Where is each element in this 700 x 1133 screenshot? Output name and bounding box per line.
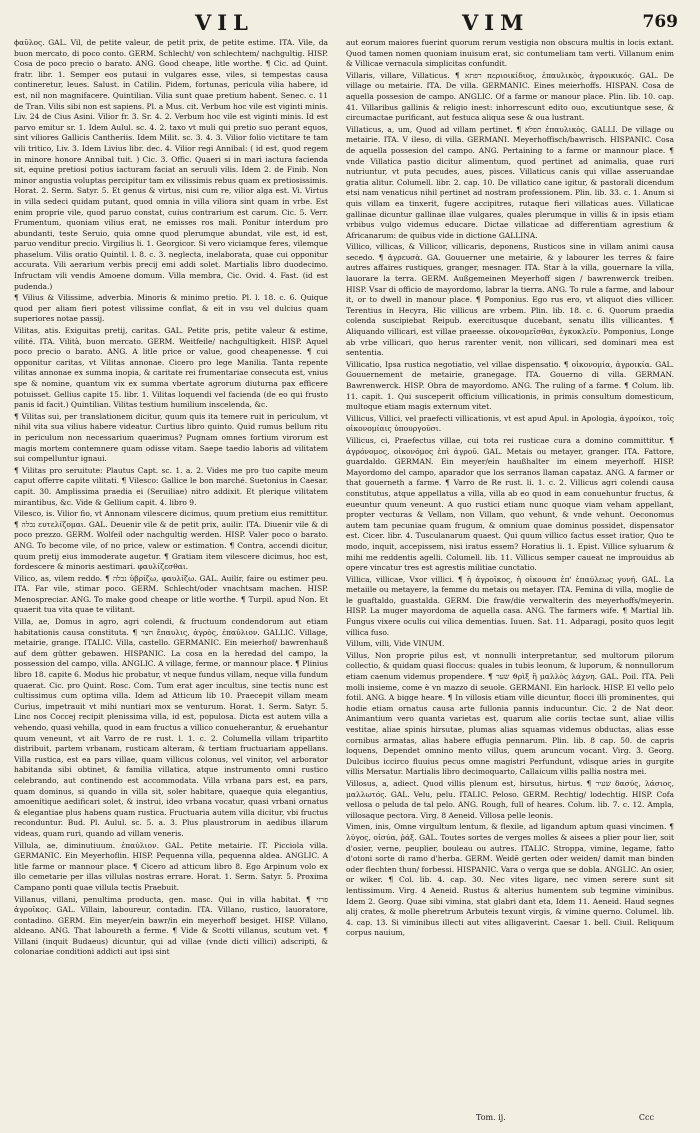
header-right-word: VIM [462,10,530,35]
signature-mark: Ccc [638,1113,654,1122]
page-footer [346,1113,674,1127]
right-column [346,38,674,1118]
entry-paragraph: Villaticus, a, um, Quod ad villam pertinet. ¶ תפלא ἐπαυλικὸς. GALLI. De village ou metairie. ITA. V ileso, di villa. GERMANI. Meyerhoffisch/bawrisch. HISPANIC. Cosa de aquella possesion del campo. ANG. Pertaining to a farme or mannour place. ¶ vnde Villatica pastio dicitur alimentum, quod pertinet ad animalia, quae ruri nutriuntur, vt puta pecudes, aues, pisces. Villaticus canis qui villae asseruandae gratia alitur. Columell. libr. 2. cap. 10. De villatico cane igitur, & pastorali dicendum etsi nam venaticus nihil pertinet ad nostram professionem. Plin. lib. 33. c. 1. Anum si quis villam ea tinxerit, fugere accipitres, rutaque fieri villaticas aues. Villaticae gallinae dicuntur gallinae illae vulgares, quales plerumque in villis & in ipsis etiam vrbibus vulgo videmus educare. Dictae villaticae ad differentiam agrestium & Africanarum: de quibus vide in dictione GALLINA. [346,124,674,240]
entry-paragraph: Vilesco, is. Vilior fio, vt Annonam vilescere dicimus, quum pretium eius remittitur. ¶ נבלה ευτελίζομαι. GAL. Deuenir vile & de petit prix, auilir. ITA. Diuenir vile & di poco prezzo. GERM. Wolfeil oder nachgultig werden. HISP. Valer poco o barato. ANG. To become vile, of no price, valew or estimation. ¶ Contra, accendi dicitur, quum pretij eius immoderate augetur. ¶ Gratiam item vilescere dicimus, hoc est, fordescere & minoris aestimari. φαυλίζεσθαι. [14,509,328,572]
running-header [0,10,700,40]
entry-paragraph: Vimen, inis, Omne virgultum lentum, & flexile, ad ligandum aptum quasi vincimen. ¶ λύγος, οἰσύα, ῥάξ. GAL. Toutes sortes de verges molles & aisees a plier pour lier, soit d'osier, verne, peuplier, bouleau ou autres. ITALIC. Stroppa, vimine, legame, fatto d'otoni sorte di ramo d'herba. GERM. Weidē gerten oder weiden/ damit man binden oder flechten thun/ forbessi. HISPANIC. Vara o verga que se dobla. ANGLIC. An osier, or wiker. ¶ Col. lib. 4. cap. 30. Nec vites ligare, nec vimen serere sunt sit lentissimum. Virg. 4 Aeneid. Rustus & alterius humentem sub tegmine viminibus. Idem 2. Georg. Quae sibi vimina, stat glabri dant eta, Idem 11. Aeneid. Haud segnes alij crates, & molle pheretrum Arbuteis texunt virgis, & vimine querno. Columel. lib. 4. cap. 13. Si viminibus illecti aut vites alligaverint. Caesar 1. bell. Ciuil. Reliquum corpus nauium, [346,822,674,938]
header-left-word: VIL [195,10,254,35]
entry-paragraph: ¶ Vilius & Vilissime, adverbia. Minoris & minimo pretio. Pl. l. 18. c. 6. Quique quod per aliam fieri potest vilissime conflat, & eit in vsu vel dulcius quam superiores notae passij. [14,293,328,324]
entry-paragraph: Villaris, villare, Villaticus. ¶ רפתא περιοικίδιος, ἐπαυλικὸς, ἀγροικικός. GAL. De village ou metairie. ITA. De villa. GERMANIC. Eines meierhoffs. HISPAN. Cosa de aquella possesion de campo. ANGLIC. Of a farme or manour place. Plin. lib. 10. cap. 41. Villaribus gallinis & religio inest: inhorrescunt edito ouo, excutiuntque sese, & circumactae purificant, aut festuca aliqua sese & oua lustrant. [346,70,674,123]
entry-paragraph: Villicus, Villici, vel praefecti villicationis, vt est apud Apul. in Apologia, ἀγροίκοι, τοῖς οἰκονομίαις ὑπουργοῦσι. [346,413,674,434]
entry-paragraph: Villicatio, Ipsa rustica negotiatio, vel villae dispensatio. ¶ οἰκονομία, ἀγροικία. GAL. Gouuernement de metairie, granegage. ITA. Gouerno di villa. GERMAN. Bawrenwerck. HISP. Obra de mayordomo. ANG. The ruling of a farme. ¶ Colum. lib. 11. capit. 1. Qui susceperit officium villicationis, in primis consultum domesticum, multoque etiam magis externum vitet. [346,359,674,412]
entry-paragraph: Villica, villicae, Vxor villici. ¶ ἡ ἀγροῖκος, ἡ οἰκουσα ἐπ' ἐπαύλεως γυνή. GAL. La metaiile ou metayere, la femme du metais ou metayer. ITA. Femina di villa, moglie de le guaftaldo, guastalda. GERM. Die fraw/die verwalterin des meyerhoffs/meyerin. HISP. La muger mayordoma de aquella casa. ANG. The farmers wife. ¶ Martial lib. Fungus vixere oculis cui vilica dementias. Iuuen. Sat. 11. Adparagi, posito quos legit villica fuso. [346,574,674,637]
entry-paragraph: Villum, villi, Vide VINUM. [346,639,445,649]
entry-paragraph: Vilitas, atis. Exiguitas pretij, caritas. GAL. Petite pris, petite valeur & estime, vilité. ITA. Vilità, buon mercato. GERM. Weitfeile/ nachgultigkeit. HISP. Aquel poco precio o barato. ANG. A litle price or value, good cheapenesse. ¶ cui opponitur caritas, vt Vilitas annonae. Cicero pro lege Manilia. Tanta repente vilitas annonae ex summa inopia, & caritate rei frumentariae consecuta est, vnius spe & nomine, quantum vix ex summa vbertate agrorum diuturna pax efficere potuisset. Gellius capite 15. libr. 1. Vilitas loquendi vel facienda (de eo qui frusto panis id facit.) Quintilian. Vilitas testium humilium inscelenda, &c. [14,326,328,410]
entry-paragraph: Villus, Non proprie pilus est, vt nonnulli interpretantur, sed multorum pilorum collectio, & quidam quasi floccus: quales in tubis leonum, & luporum, & nonnullorum etiam caenum videmus propendere. ¶ שער ϑρὶξ ἢ μαλλὸς λάχνη. GAL. Poil. ITA. Peli molli insieme, come è vn mazzo di seuole. GERMANI. Ein harlock. HISP. El vello pelo fotil. ANG. A bigge heare. ¶ In villosis etiam ville dicuntur, flocci illi prominentes, qui hodie etiam ornatus causa arte fullonia pannis inducuntur. Cic. 2 de Nat deor. Animantium vero quanta varietas est, quarum alie coriis tectae sunt, aliae villis vestitae, aliae spinis hirsutae, plumas alias squamas videmus obductas, alias esse cornibus armatas, alias habere effugia pennarum. Plin. lib. 8 cap. 50. de capris loquens, Dependet omnino mento villus, quem aruncum vocant. Virg. 3. Georg. Dulcibus iccirco fluuius pecus omne magistri Perfundunt, vdisque aries in gurgite villis Mersatur. Martialis libro decimoquarto, Callaicum villis pallia nostra mei. [346,650,674,777]
entry-paragraph: Villosus, a, adiect. Quod villis plenum est, hirsutus, hirtus. ¶ שעיר δασύς, λάσιος, μαλλωτός. GAL. Velu, pelu. ITALIC. Peloso. GERM. Rechtig/ lodechtig. HISP. Cofa vellosa o peluda de tal pelo. ANG. Rough, full of heares. Colum. lib. 7. c. 12. Ampla, villosaque pectora. Virg. 8 Aeneid. Villosa pelle leonis. [346,778,674,820]
entry-paragraph: Villicus, ci, Praefectus villae, cui tota rei rusticae cura a domino committitur. ¶ ἀγρόνομος, οἰκονόμος ἐπὶ ἀγροῦ. GAL. Metais ou metayer, granger. ITA. Fattore, guardaldo. GERMAN. Ein meyer/ein haußhalter im einem meyerhoff. HISP. Mayordomo del campo, aparador que los serranos llaman capataz. ANG. A farmer or that gouerneth a farme. ¶ Varro de Re rust. li. 1. c. 2. Villicus agri colendi causa constitutus, atque appellatus a villa, villa ab eo quod in eam conuehuntur fructus, & eueuntur quum veneunt. A quo rustici etiam nunc quoque viam veham appellant, propter vecturas & Vellam, non Villam, quo vehunt, & vnde vehunt. Oeconomus autem tam pecuniae quam frugum, & omnium quae dominus possidet, dispensator est. Cicer. libr. 4. Tusculanarum quaest. Qui quum villico factus esset iratior, Quo te modo, inquit, accepissem, nisi iratus essem? Horatius li. 1. Epist. Villice syluarum & mihi me reddentis agelli. Columell. lib. 11. Villicus semper caueat ne improuidus ab opere vincatur tres est agrestis militiae cunctatio. [346,435,674,573]
entry-paragraph: ¶ Vilitas pro seruitute: Plautus Capt. sc. 1. a. 2. Vides me pro tuo capite meum caput offerre capite vilitati. ¶ Vilesco: Gallice le bon marché. Suetonius in Caesar. capit. 30. Amplissima praedia ei (Seruiliae) nitro addixit. Et plerique vilitatem mirantibus, &c. Vide & Gellium capit. 4. libro 9. [14,465,328,507]
tome-label: Tom. ij. [476,1113,506,1122]
entry-paragraph: Villa, ae, Domus in agro, agri colendi, & fructuum condendorum aut etiam habitationis causa constituta. ¶ חצר ἔπαυλις, ἀγρὸς, ἐπαύλιον. GALLIC. Village, metairie, grange. ITALIC. Villa, castello. GERMANIC. Ein meierhof/ bawrenhauß auf dem gütter gebawen. HISPANIC. La cosa en la heredad del campo, la possession del campo, villa. ANGLIC. A village, ferme, or mannour place. ¶ Plinius libro 18. capite 6. Modus hic probatur, vt neque fundus villam, neque villa fundum quaerat. Cic. pro Quint. Rosc. Com. Tum erat ager incultus, sine tectis nunc est cultissimus cum optima villa. Idem ad Atticum lib 10. Praecepit villam meam Curius, impetrauit vt mihi nuntiari mox se venturum. Horat. 1. Serm. Satyr. 5. Linc nos Coccej recipit plenissima villa, id est, populosa. Dicta est autem villa a vehendo, quasi vehilla, quod in eam fructus a villico conueherantur, & eruehantur quum veneunt, vt ait Varro de re rust. l. 1. c. 2. Columella villam tripartito distribuit, partem vrbanam, rusticam alteram, & tertiam fructuariam appellans. Villa rustica, est ea pars villae, quam villicus colonus, vel vinitor, vel arborator habitanda sibi obtinet, & familia villatica, atque instrumento omni rustico celebrando, aut continendo est accommodata. Villa vrbana pars est, ea pars, quam dominus, si quando in villa sit, soler habitare, quaeque quia elegantius, amoenitique aedificari solet, & instrui, ideo vrbana vocatur, quasi vrbani ornatus & elegantiae plus habens quam rustica. Fructuaria autem villa dicitur, vbi fructus reconduntur. Bud. Pl. Aulul. sc. 5. a. 3. Plus plaustrorum in aedibus illarum videas, quam ruri, quando ad villam veneris. [14,617,328,838]
entry-paragraph: Villico, villicas, & Villicor, villicaris, deponens, Rusticos sine in villam animi causa secedo. ¶ ἀγρευσὰ. GA. Gouuerner une metairie, & y labourer les terres & faire autres affaires rustiques, granger, mesnager. ITA. Star à la villa, gouernare la villa, lauorare la terra. GERM. Außgemeinen Meyerhoff sigen / bawrenwerck treiben. HISP. Vsar di officio de mayordomo, labrar la tierra. ANG. To rule a farme, and labour it, or to dwell in manour place. ¶ Pomponius. Ego rus ero, vt aliquot dies villicer. Terentius in Hecyra, Hic villicus are vrbem. Plin. lib. 18. c. 6. Quorum praedia colenda suscipiebat Reipub. exercitusque ducebant, senatu illis villicantes. ¶ Aliquando villicari, est villae praeesse. οἰκονομεῖσθαι, ἐγκυκλεῖν. Pomponius, Longe ab vrbe villicari, quo herus rarenter venit, non villicari, sed dominari mea est sententia. [346,242,674,358]
page-number: 769 [642,12,678,32]
entry-paragraph: Villanus, villani, penultima producta, gen. masc. Qui in villa habitat. ¶ פרזי ἀγροῖκος. GAL. Villain, laboureur, contadin. ITA. Villano, rustico, lauoratore, contadino. GERM. Ein meyer/ein bawr/in ein meyerhoff besiget. HISP. Villano, aldeano. ANG. That laboureth a ferme. ¶ Vide & Scotti villanus, scutum vet. ¶ Villani (inquit Budaeus) dicuntur, qui ad villae (vnde dicti villici) adscripti, & colonariae conditioni addicti aut ipsi sint [14,894,328,957]
entry-paragraph: Villula, ae, diminutiuum. ἐπαύλιον. GAL. Petite metairie. IT. Picciola villa. GERMANIC. Ein Meyerhoflin. HISP. Pequenna villa, pequenna aldea. ANGLIC. A litle farme or mannour place. ¶ Cicero ad atticum libro 8. Ego Arpinum volo ex illo cemetarie per illas villulas nostras errare. Horat. 1. Serm. Satyr. 5. Proxima Campano ponti quae villula tectis Praebuit. [14,840,328,892]
entry-paragraph: Vilico, as, vilem reddo. ¶ נבלה ὑβρίζω, φαυλίζω. GAL. Auilir, faire ou estimer peu. ITA. Far vile, stimar poco. GERM. Schlecht/oder vnachtsam machen. HISP. Menospreciar. ANG. To make good cheape or litle worthe. ¶ Turpil. apud Non. Et quaerit tua vita quae te vilitant. [14,573,328,615]
entry-paragraph: ϕαῦλος. GAL. Vil, de petite valeur, de petit prix, de petite estime. ITA. Vile, da buon mercato, di poco conto. GERM. Schlecht/ von schlechtem/ nachgultig. HISP. Cosa de poco precio o barato. ANG. Good cheape, litle worthe. ¶ Cic. ad Quint. fratr. libr. 1. Semper eos putaui in vulgares esse, viles, si tempestas causa contineretur, leues. Salust. in Catilin. Pidem, fortunas, pericula vilia habere, id est, nil non magnifacere. Quintilian. Vilia sunt quae pretium habent. Senec. c. 11 de Tran. Vilis sibi non est sapiens. Pl. a Mus. cit. Verbum hoc vile est viginti minis. Liv. 24 de Cius Asini. Vilior fr. 3. Sr. 4. 2. Verbum hoc vile est viginti minis. Id est parvo emitur sr. 1. Idem Aulul. sc. 4. 2. taxo vt muli qui pretio suo perant equos, sint viliores Gallicis Cantheriis. Idem Milit. sc. 3. 4. 3. Vilior folio victitare te tam vili tritico, Liv. 3. Idem Livius libr. dec. 4. Vilior regi Annibal: ( id est, quod regem in minore honore Annibal tuit. ) Cic. 3. Offic. Quaeri si in mari iactura facienda sit, equine pretiosi potius iacturam faciat an seruuli vilis. Idem 2. de Finib. Non minor angustia voluptas percipitur tam ex vilissimis rebus quam ex pretiosissimis. Horat. 2. Serm. Satyr. 5. Et genus & virtus, nisi cum re, vilior alga est. Vi. Virtus in villa sedeci quidam putant, quod omnia in villa viliora sint quam in vrbe. Est enim proprie vile, quod paruo constat, cuius contrarium est carum. Cic. 5. Verr. Frumentum, quoniam vilius erat, ne emisses ros mali. Ponitur interdum pro abundanti, teste Seruio, quia omne quod plerumque abundat, vile est, id est, paruo venditur precio. Virgilius li. 1. Georgicor. Si vero viciamque feres, vilemque phaselum. Vilis oratio Quintil. l. 8. c. 3. neglecta, inelaborata, quae cui opponitur accurata. Vili aerarium verbis precij emi addi solet. Martialis libro duodecimo. Infructam vili vendis Amoene domum. Villa membra, Cic. Ovid. 4. Fast. (id est pudenda.) [14,38,328,291]
left-column [14,38,328,1118]
entry-paragraph: ¶ Vilitas sui, per translationem dicitur, quum quis ita temere ruit in periculum, vt nihil vita sua vilius habere videatur. Curtius libro quinto. Quid rumus bellum ritu in periculum non necessarium quaerimus? Pugnam omnes fortium virorum est magis mortem contemnere quam odisse vitam. Saepe taedio laboris ad vilitatem sui compelluntur ignaui. [14,411,328,464]
entry-paragraph: aut eorum maiores fuerint quorum rerum vestigia non obscura multis in locis extant. Quod tamen nomen quoniam inuisum erat, sic contumeliam tam verti. Villanum enim & Villicae vernacula simplicitas confundit. [346,38,674,69]
